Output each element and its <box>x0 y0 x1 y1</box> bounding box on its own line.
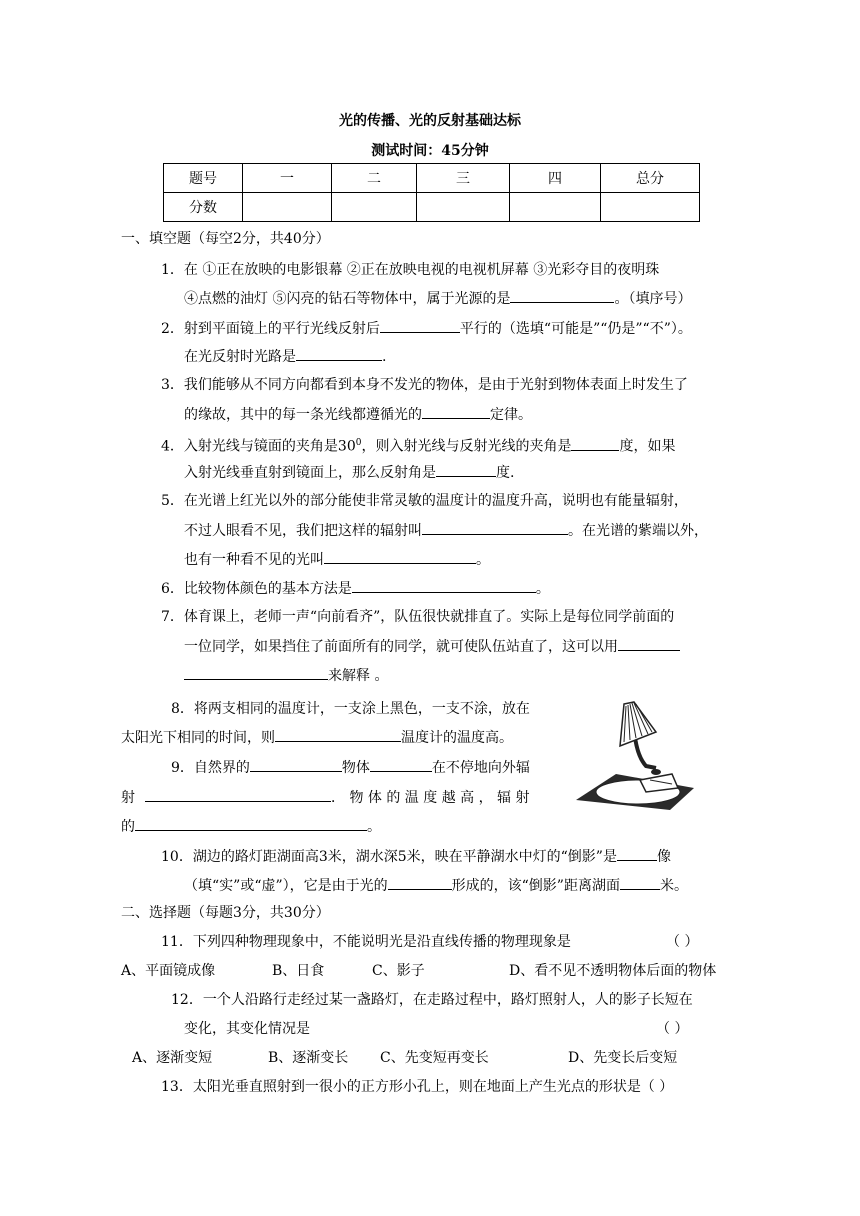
question-text: 2．射到平面镜上的平行光线反射后 <box>161 321 380 337</box>
answer-blank[interactable] <box>571 436 619 451</box>
option-a[interactable]: A、逐渐变短 <box>132 1050 213 1066</box>
score-cell <box>243 193 332 222</box>
question-text: ，则入射光线与反射光线的夹角是 <box>361 438 572 455</box>
answer-blank[interactable] <box>370 757 432 772</box>
answer-blank[interactable] <box>324 549 476 564</box>
question-7-line-3 <box>184 665 388 686</box>
option-c[interactable]: C、先变短再变长 <box>380 1050 489 1066</box>
question-4-line-1 <box>161 433 675 457</box>
question-text: 像 <box>656 849 671 865</box>
answer-blank[interactable] <box>184 665 328 680</box>
score-cell <box>510 193 601 222</box>
question-text: 平行的（选填“可能是”“仍是”“不”）。 <box>459 321 692 337</box>
table-header-row <box>164 164 700 193</box>
table-header-cell: 四 <box>510 164 601 193</box>
question-2-line-1 <box>161 318 692 339</box>
question-text: ④点燃的油灯 ⑤闪亮的钻石等物体中，属于光源的是 <box>184 291 511 307</box>
option-b[interactable]: B、日食 <box>272 963 325 979</box>
question-5-line-1: 5．在光谱上红光以外的部分能使非常灵敏的温度计的温度升高，说明也有能量辐射， <box>161 493 688 509</box>
question-5-line-3 <box>184 549 490 570</box>
question-6 <box>161 578 550 599</box>
option-c[interactable]: C、影子 <box>372 963 425 979</box>
answer-paren[interactable]: （ ） <box>656 1021 689 1037</box>
question-text: 形成的，该“倒影”距离湖面 <box>451 878 620 894</box>
question-4-line-2 <box>184 462 514 483</box>
question-3-line-1: 3．我们能够从不同方向都看到本身不发光的物体，是由于光射到物体表面上时发生了 <box>161 377 688 393</box>
table-header-cell: 三 <box>417 164 510 193</box>
score-cell <box>601 193 700 222</box>
question-text: 9．自然界的 <box>171 760 250 776</box>
question-text: 。在光谱的紫端以外， <box>568 523 708 539</box>
question-7-line-2 <box>184 636 680 657</box>
question-1-line-2 <box>184 288 691 309</box>
question-text: 度，如果 <box>619 438 676 455</box>
answer-blank[interactable] <box>352 578 536 593</box>
question-text: . <box>382 349 387 365</box>
table-row <box>164 193 700 222</box>
question-text: 10．湖边的路灯距湖面高3米，湖水深5米，映在平静湖水中灯的“倒影”是 <box>161 849 617 865</box>
question-13-stem: 13．太阳光垂直照射到一很小的正方形小孔上，则在地面上产生光点的形状是（ ） <box>161 1079 674 1095</box>
answer-blank[interactable] <box>617 846 657 861</box>
answer-blank[interactable] <box>618 636 680 651</box>
question-text: 温度计的温度高。 <box>401 730 513 746</box>
question-text: 。 <box>367 819 381 835</box>
question-text: 4．入射光线与镜面的夹角是30 <box>161 438 356 455</box>
answer-blank[interactable] <box>620 875 660 890</box>
desk-lamp-illustration <box>574 700 694 812</box>
answer-blank[interactable] <box>275 727 401 742</box>
question-text: 在光反射时光路是 <box>184 349 296 365</box>
option-b[interactable]: B、逐渐变长 <box>268 1050 349 1066</box>
question-text: 6．比较物体颜色的基本方法是 <box>161 581 352 597</box>
option-d[interactable]: D、先变长后变短 <box>568 1050 678 1066</box>
question-text: 定律。 <box>490 407 532 423</box>
question-10-line-1 <box>161 846 671 867</box>
question-text: 米。 <box>659 878 688 894</box>
table-header-cell: 总分 <box>601 164 700 193</box>
question-9-line-2 <box>121 787 530 808</box>
answer-paren[interactable]: （ ） <box>666 934 699 950</box>
table-header-cell: 题号 <box>164 164 243 193</box>
question-text: 来解释 。 <box>328 668 389 684</box>
page-subtitle: 测试时间：45分钟 <box>371 143 489 159</box>
question-text: 的 <box>121 819 135 835</box>
question-text: 度. <box>496 465 515 481</box>
answer-blank[interactable] <box>436 462 496 477</box>
option-d[interactable]: D、看不见不透明物体后面的物体 <box>509 963 717 979</box>
question-text: 太阳光下相同的时间，则 <box>121 730 275 746</box>
question-text: 。 <box>476 552 490 568</box>
degree-superscript: 0 <box>355 438 362 448</box>
section-heading: 一、填空题（每空2分，共40分） <box>121 231 330 247</box>
table-header-cell: 一 <box>243 164 332 193</box>
question-10-line-2 <box>184 875 688 896</box>
question-5-line-2 <box>184 520 708 541</box>
page-title: 光的传播、光的反射基础达标 <box>339 113 521 129</box>
question-9-line-3 <box>121 816 381 837</box>
question-12-line-2: 变化，其变化情况是 <box>184 1021 310 1037</box>
question-text: 。（填序号） <box>614 291 692 307</box>
question-12-line-1: 12．一个人沿路行走经过某一盏路灯，在走路过程中，路灯照射人，人的影子长短在 <box>171 992 693 1008</box>
question-text: 。 <box>535 581 550 597</box>
question-text: 不过人眼看不见，我们把这样的辐射叫 <box>184 523 422 539</box>
question-text: 一位同学，如果挡住了前面所有的同学，就可使队伍站直了，这可以用 <box>184 639 618 655</box>
answer-blank[interactable] <box>250 757 342 772</box>
question-text: 在不停地向外辐 <box>431 760 530 776</box>
question-text: 射 <box>121 790 135 806</box>
question-text: 也有一种看不见的光叫 <box>184 552 324 568</box>
table-row-label: 分数 <box>164 193 243 222</box>
table-header-cell: 二 <box>332 164 417 193</box>
score-cell <box>417 193 510 222</box>
answer-blank[interactable] <box>296 346 382 361</box>
question-text: （填“实”或“虚”），它是由于光的 <box>184 878 388 894</box>
answer-blank[interactable] <box>422 404 490 419</box>
question-9-line-1 <box>171 757 530 778</box>
answer-blank[interactable] <box>380 318 460 333</box>
answer-blank[interactable] <box>145 787 331 802</box>
question-8-line-2 <box>121 727 513 748</box>
question-1-line-1: 1．在 ①正在放映的电影银幕 ②正在放映电视的电视机屏幕 ③光彩夺目的夜明珠 <box>161 262 660 278</box>
section-heading: 二、选择题（每题3分，共30分） <box>121 905 330 921</box>
question-text: ． 物 体 的 温 度 越 高 ， 辐 射 <box>331 790 530 806</box>
option-a[interactable]: A、平面镜成像 <box>121 963 216 979</box>
score-table <box>163 163 700 222</box>
answer-blank[interactable] <box>388 875 452 890</box>
question-text: 物体 <box>341 760 370 776</box>
question-3-line-2 <box>184 404 532 425</box>
answer-blank[interactable] <box>135 816 367 831</box>
question-11-stem: 11．下列四种物理现象中，不能说明光是沿直线传播的物理现象是 <box>161 934 571 950</box>
question-2-line-2 <box>184 346 386 367</box>
answer-blank[interactable] <box>422 520 568 535</box>
lamp-base <box>640 774 678 792</box>
question-text: 的缘故，其中的每一条光线都遵循光的 <box>184 407 422 423</box>
question-text: 入射光线垂直射到镜面上，那么反射角是 <box>184 465 436 481</box>
question-7-line-1: 7．体育课上，老师一声“向前看齐”，队伍很快就排直了。实际上是每位同学前面的 <box>161 609 675 625</box>
score-cell <box>332 193 417 222</box>
question-8-line-1: 8．将两支相同的温度计，一支涂上黑色，一支不涂，放在 <box>171 701 530 717</box>
answer-blank[interactable] <box>510 288 614 303</box>
